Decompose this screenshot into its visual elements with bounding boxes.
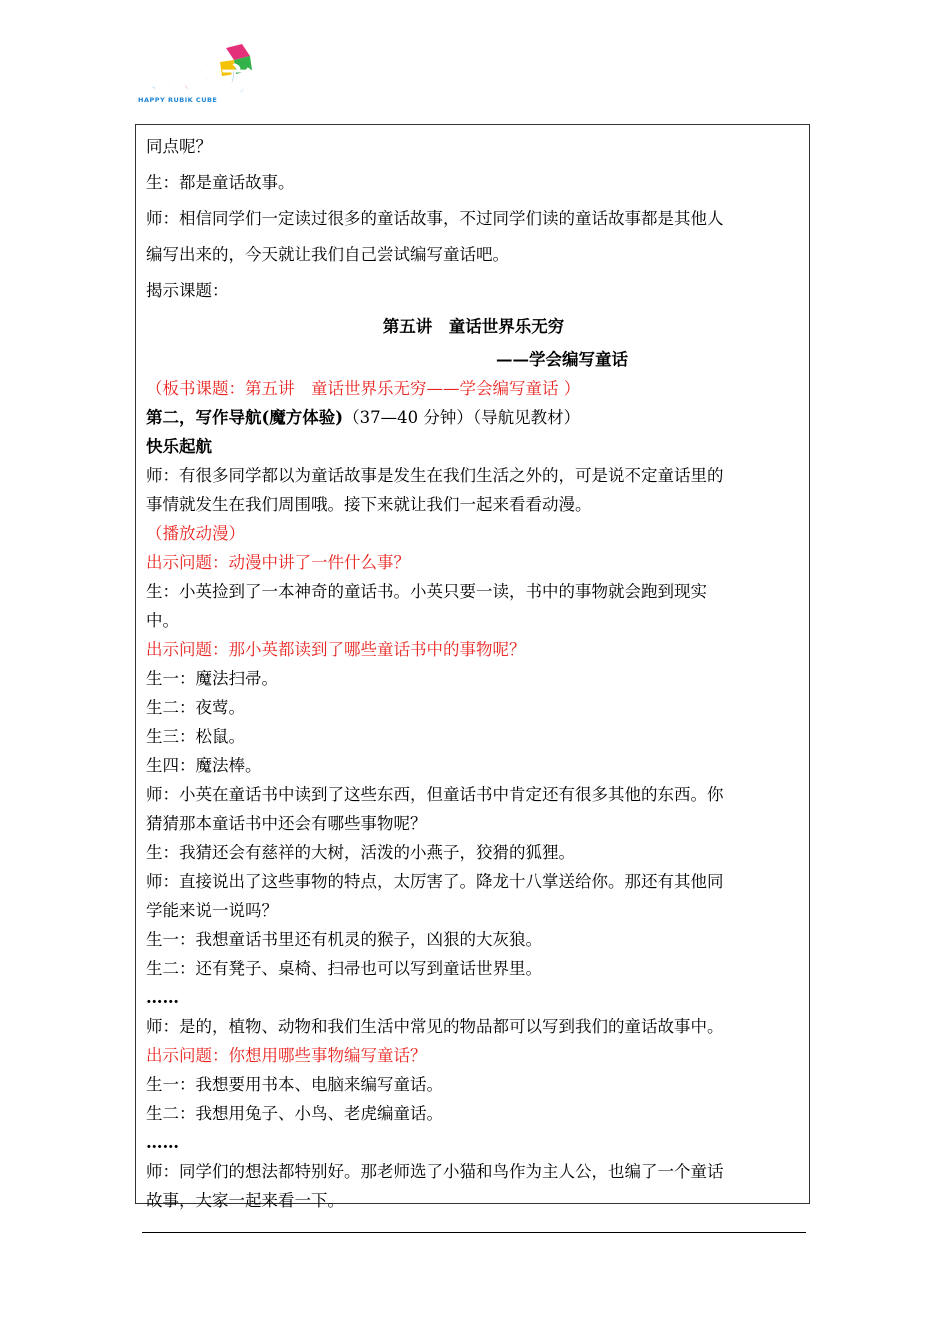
question-line: 出示问题：那小英都读到了哪些童话书中的事物呢？	[146, 640, 526, 659]
logo-title-art	[128, 61, 252, 98]
ellipsis-line: ……	[146, 988, 179, 1007]
lesson-content-box	[135, 124, 810, 1210]
text-line: 生一：我想童话书里还有机灵的猴子，凶狠的大灰狼。	[146, 930, 542, 949]
svg-text:快: 快	[128, 61, 158, 96]
text-line: 师：小英在童话书中读到了这些东西，但童话书中肯定还有很多其他的东西。你	[146, 785, 724, 804]
text-line: 猜猜那本童话书中还会有哪些事物呢？	[146, 814, 427, 833]
text-line: 同点呢？	[146, 137, 212, 156]
blackboard-title-note: （板书课题：第五讲 童话世界乐无穷——学会编写童话 ）	[146, 379, 581, 398]
subsection-heading: 快乐起航	[146, 437, 212, 456]
section-heading-line	[146, 403, 801, 432]
svg-text:魔: 魔	[190, 61, 220, 96]
text-line: 学能来说一说吗？	[146, 901, 278, 920]
text-line: 生四：魔法棒。	[146, 756, 262, 775]
lesson-text	[146, 129, 801, 1215]
text-line: 生一：魔法扫帚。	[146, 669, 278, 688]
text-line: 生二：夜莺。	[146, 698, 245, 717]
text-line: 事情就发生在我们周围哦。接下来就让我们一起来看看动漫。	[146, 495, 592, 514]
happy-rubik-cube-logo	[122, 44, 262, 110]
text-line: 生：小英捡到了一本神奇的童话书。小英只要一读，书中的事物就会跑到现实	[146, 582, 707, 601]
text-line: 生三：松鼠。	[146, 727, 245, 746]
ellipsis-line: ……	[146, 1133, 179, 1152]
section-time-note: （37—40 分钟）（导航见教材）	[343, 408, 581, 427]
text-line: 生二：我想用兔子、小鸟、老虎编童话。	[146, 1104, 443, 1123]
section-heading: 第二，写作导航(魔方体验)	[146, 408, 344, 427]
logo-subtitle: HAPPY RUBIK CUBE	[138, 96, 218, 104]
text-line: 师：有很多同学都以为童话故事是发生在我们生活之外的，可是说不定童话里的	[146, 466, 724, 485]
text-line: 生：我猜还会有慈祥的大树，活泼的小燕子，狡猾的狐狸。	[146, 843, 575, 862]
footer-rule	[142, 1232, 806, 1233]
text-line: 中。	[146, 611, 179, 630]
text-line: 生：都是童话故事。	[146, 173, 295, 192]
text-line: 师：直接说出了这些事物的特点，太厉害了。降龙十八掌送给你。那还有其他同	[146, 872, 724, 891]
lesson-subtitle: ——学会编写童话	[496, 350, 628, 369]
text-line: 师：相信同学们一定读过很多的童话故事，不过同学们读的童话故事都是其他人	[146, 209, 724, 228]
text-line: 揭示课题：	[146, 281, 229, 300]
stage-note: （播放动漫）	[146, 524, 245, 543]
text-line: 生二：还有凳子、桌椅、扫帚也可以写到童话世界里。	[146, 959, 542, 978]
svg-text:乐: 乐	[160, 63, 190, 98]
text-line: 编写出来的，今天就让我们自己尝试编写童话吧。	[146, 245, 509, 264]
svg-text:方: 方	[222, 63, 252, 98]
text-line: 师：同学们的想法都特别好。那老师选了小猫和鸟作为主人公，也编了一个童话	[146, 1162, 724, 1181]
question-line: 出示问题：你想用哪些事物编写童话？	[146, 1046, 427, 1065]
lesson-title: 第五讲 童话世界乐无穷	[382, 317, 565, 336]
question-line: 出示问题：动漫中讲了一件什么事？	[146, 553, 410, 572]
text-line: 生一：我想要用书本、电脑来编写童话。	[146, 1075, 443, 1094]
text-line: 故事，大家一起来看一下。	[146, 1191, 344, 1210]
text-line: 师：是的，植物、动物和我们生活中常见的物品都可以写到我们的童话故事中。	[146, 1017, 724, 1036]
